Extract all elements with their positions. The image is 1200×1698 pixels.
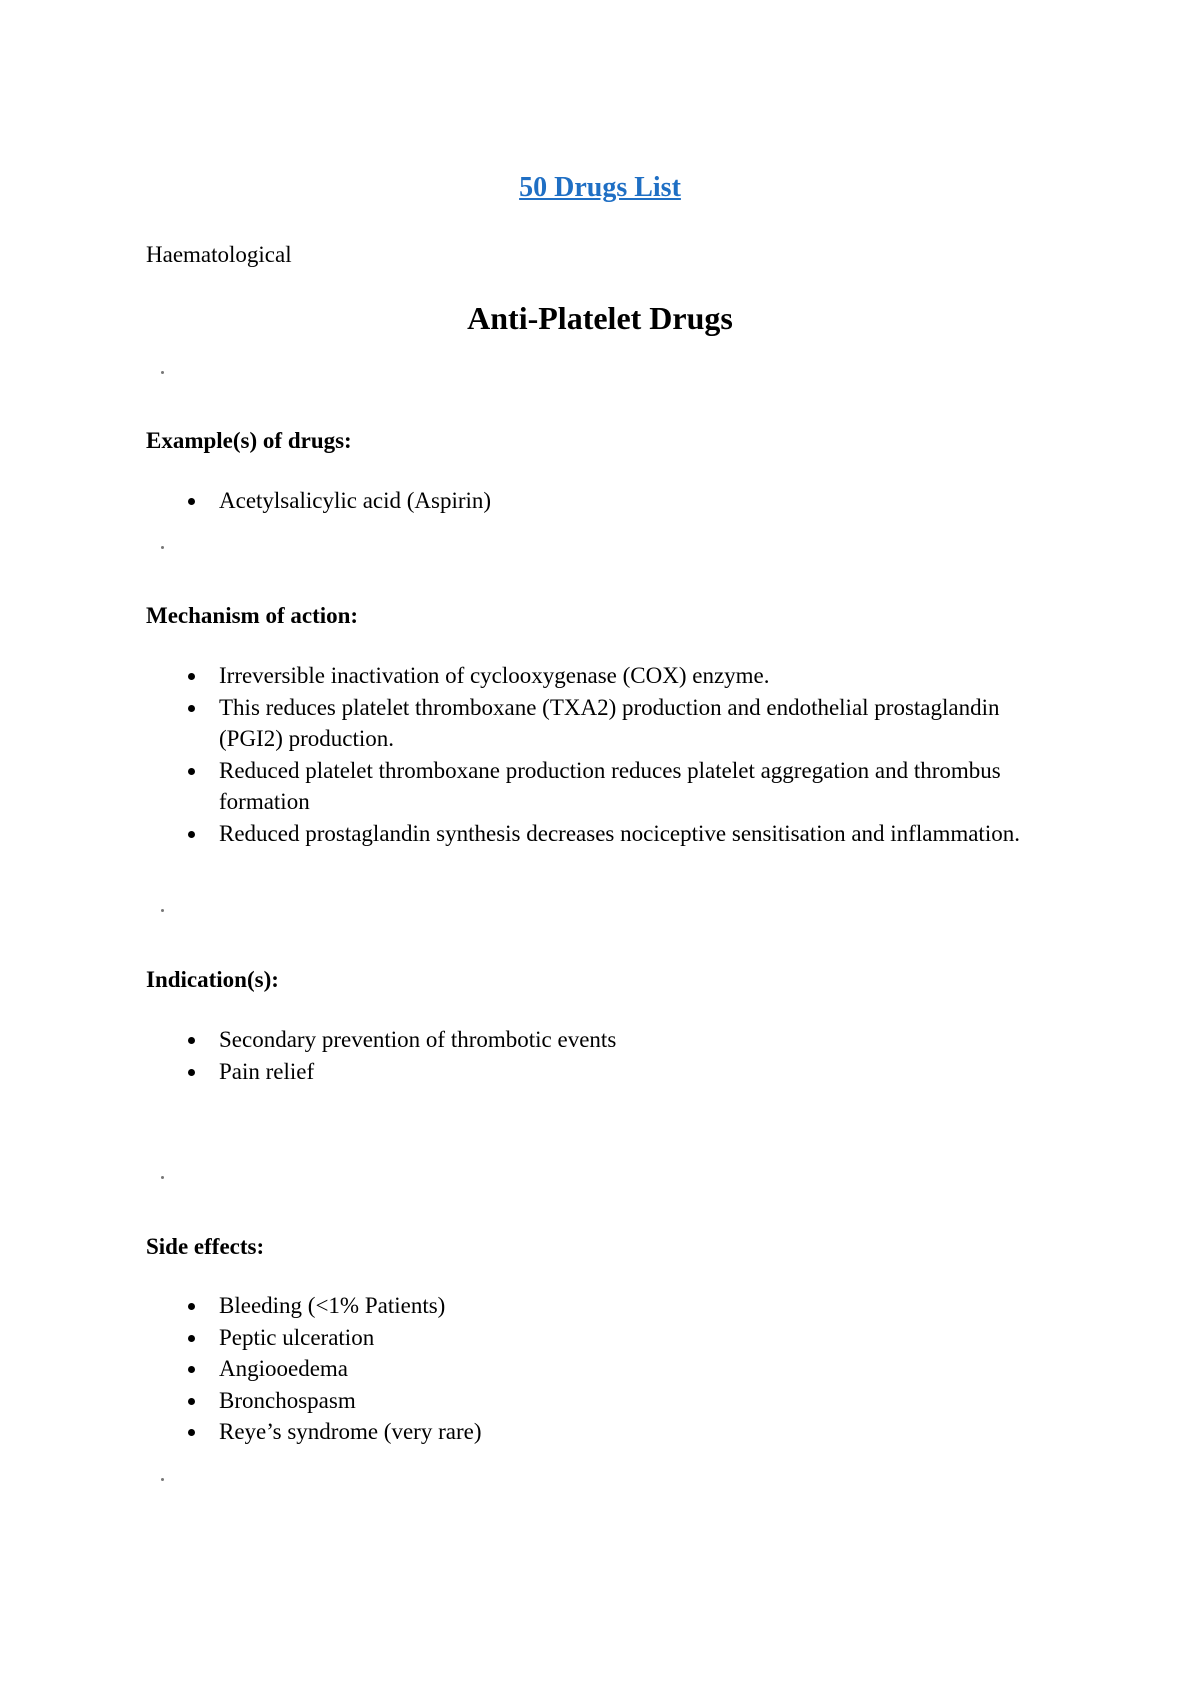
list-item: Acetylsalicylic acid (Aspirin) bbox=[146, 485, 1066, 517]
bullet-icon bbox=[188, 1037, 195, 1044]
bullet-icon bbox=[188, 1366, 195, 1373]
mechanism-list bbox=[146, 660, 1066, 849]
paragraph-mark bbox=[161, 546, 164, 549]
paragraph-mark bbox=[161, 1478, 164, 1481]
bullet-icon bbox=[188, 673, 195, 680]
examples-heading: Example(s) of drugs: bbox=[146, 428, 352, 453]
bullet-icon bbox=[188, 1398, 195, 1405]
examples-list bbox=[146, 485, 1066, 517]
side-effects-list bbox=[146, 1290, 1066, 1448]
document-title[interactable]: 50 Drugs List bbox=[519, 172, 681, 203]
list-item: Irreversible inactivation of cyclooxygenase (COX) enzyme. bbox=[146, 660, 1066, 692]
bullet-icon bbox=[188, 1303, 195, 1310]
paragraph-mark bbox=[161, 1176, 164, 1179]
bullet-icon bbox=[188, 768, 195, 775]
list-item: Angiooedema bbox=[146, 1353, 1066, 1385]
list-item: Pain relief bbox=[146, 1056, 1066, 1088]
mechanism-heading: Mechanism of action: bbox=[146, 603, 359, 628]
bullet-icon bbox=[188, 498, 195, 505]
drug-class-heading: Anti-Platelet Drugs bbox=[467, 300, 733, 336]
category-label: Haematological bbox=[146, 242, 292, 267]
bullet-icon bbox=[188, 705, 195, 712]
bullet-icon bbox=[188, 1429, 195, 1436]
bullet-icon bbox=[188, 831, 195, 838]
list-item: Secondary prevention of thrombotic events bbox=[146, 1024, 1066, 1056]
list-item: This reduces platelet thromboxane (TXA2) production and endothelial prostaglandin (PGI2) production. bbox=[146, 692, 1066, 755]
list-item: Bleeding (<1% Patients) bbox=[146, 1290, 1066, 1322]
bullet-icon bbox=[188, 1335, 195, 1342]
list-item: Reye’s syndrome (very rare) bbox=[146, 1416, 1066, 1448]
list-item: Reduced prostaglandin synthesis decreases nociceptive sensitisation and inflammation. bbox=[146, 818, 1066, 850]
list-item: Reduced platelet thromboxane production reduces platelet aggregation and thrombus formation bbox=[146, 755, 1066, 818]
list-item: Bronchospasm bbox=[146, 1385, 1066, 1417]
paragraph-mark bbox=[161, 371, 164, 374]
bullet-icon bbox=[188, 1069, 195, 1076]
indications-heading: Indication(s): bbox=[146, 967, 279, 992]
paragraph-mark bbox=[161, 909, 164, 912]
side-effects-heading: Side effects: bbox=[146, 1234, 265, 1259]
list-item: Peptic ulceration bbox=[146, 1322, 1066, 1354]
indications-list bbox=[146, 1024, 1066, 1087]
